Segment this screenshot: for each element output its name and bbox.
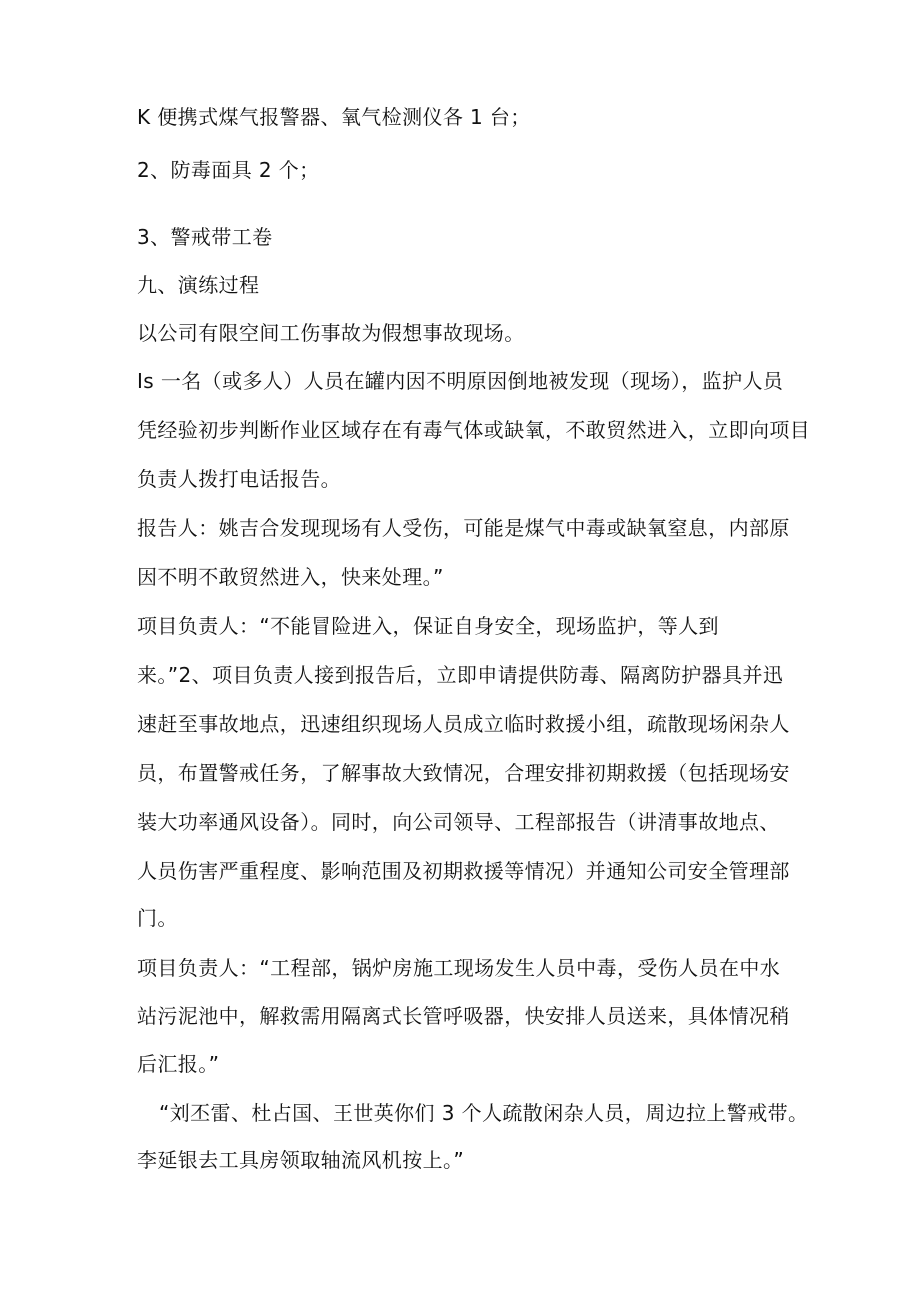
paragraph-line: 项目负责人：“不能冒险进入，保证自身安全，现场监护，等人到 <box>137 614 719 638</box>
paragraph-line: 来。”2、项目负责人接到报告后，立即申请提供防毒、隔离防护器具并迅 <box>137 663 784 687</box>
line-equipment-2: 2、防毒面具 2 个； <box>137 158 320 182</box>
paragraph-line: 速赶至事故地点，迅速组织现场人员成立临时救援小组，疏散现场闲杂人 <box>137 712 790 736</box>
paragraph-line: 凭经验初步判断作业区域存在有毒气体或缺氧，不敢贸然进入，立即向项目 <box>137 418 811 442</box>
paragraph-line: Is 一名（或多人）人员在罐内因不明原因倒地被发现（现场），监护人员 <box>137 369 784 393</box>
paragraph-line: 员，布置警戒任务，了解事故大致情况，合理安排初期救援（包括现场安 <box>137 761 790 785</box>
paragraph-line: 门。 <box>137 906 178 930</box>
line-equipment-1: K 便携式煤气报警器、氧气检测仪各 1 台； <box>137 105 531 129</box>
paragraph-line: “刘丕雷、杜占国、王世英你们 3 个人疏散闲杂人员，周边拉上警戒带。 <box>159 1101 809 1125</box>
paragraph-line: 人员伤害严重程度、影响范围及初期救援等情况）并通知公司安全管理部 <box>137 859 790 883</box>
paragraph-line: 负责人拨打电话报告。 <box>137 467 341 491</box>
paragraph-line: 装大功率通风设备）。同时，向公司领导、工程部报告（讲清事故地点、 <box>137 810 780 834</box>
paragraph-line: 李延银去工具房领取轴流风机按上。” <box>137 1148 465 1172</box>
paragraph-line: 站污泥池中，解救需用隔离式长管呼吸器，快安排人员送来，具体情况稍 <box>137 1004 790 1028</box>
line-equipment-3: 3、警戒带工卷 <box>137 225 273 249</box>
paragraph-line: 后汇报。” <box>137 1052 220 1076</box>
section-heading: 九、演练过程 <box>137 273 260 297</box>
paragraph-line: 以公司有限空间工伤事故为假想事故现场。 <box>137 321 525 345</box>
paragraph-line: 因不明不敢贸然进入，快来处理。” <box>137 565 444 589</box>
paragraph-line: 报告人：姚吉合发现现场有人受伤，可能是煤气中毒或缺氧窒息，内部原 <box>137 516 790 540</box>
paragraph-line: 项目负责人：“工程部，锅炉房施工现场发生人员中毒，受伤人员在中水 <box>137 956 781 980</box>
